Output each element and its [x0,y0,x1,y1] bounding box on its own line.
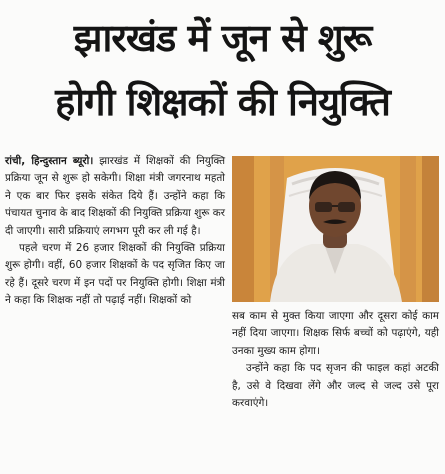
article-column-right [232,308,439,412]
dateline: रांची, हिन्दुस्तान ब्यूरो। [5,155,94,167]
minister-photo [232,156,439,302]
article-column-left [5,153,225,310]
headline-line-1: झारखंड में जून से शुरू [73,16,372,60]
article-paragraph-1-text: झारखंड में शिक्षकों की नियुक्ति प्रक्रिया जून से शुरू हो सकेगी। शिक्षा मंत्री जगरनाथ महतो ने एक बार फिर इसके संकेत दिये हैं। उन्होंने कहा कि पंचायत चुनाव के बाद शिक्षकों की नियुक्ति प्रक्रिया शुरू कर दी जाएगी। सारी प्रक्रियाएं लगभग पूरी कर ली गई है। [5,155,226,237]
headline-line-2: होगी शिक्षकों की नियुक्ति [55,80,390,124]
portrait-image [232,156,439,302]
article-paragraph-3: सब काम से मुक्त किया जाएगा और दूसरा कोई काम नहीं दिया जाएगा। शिक्षक सिर्फ बच्चों को पढ़ाएंगे, यही उनका मुख्य काम होगा। [232,310,439,357]
article-paragraph-2: पहले चरण में 26 हजार शिक्षकों की नियुक्ति प्रक्रिया शुरू होगी। वहीं, 60 हजार शिक्षकों के पद सृजित किए जा रहे हैं। दूसरे चरण में इन पदों पर नियुक्ति होगी। शिक्षा मंत्री ने कहा कि शिक्षक नहीं तो पढ़ाई नहीं। शिक्षकों को [5,242,225,307]
article-paragraph-4: उन्होंने कहा कि पद सृजन की फाइल कहां अटकी है, उसे वे दिखवा लेंगे और जल्द से जल्द उसे पूरा करवाएंगे। [232,362,439,410]
article-paragraph-1 [5,153,225,240]
